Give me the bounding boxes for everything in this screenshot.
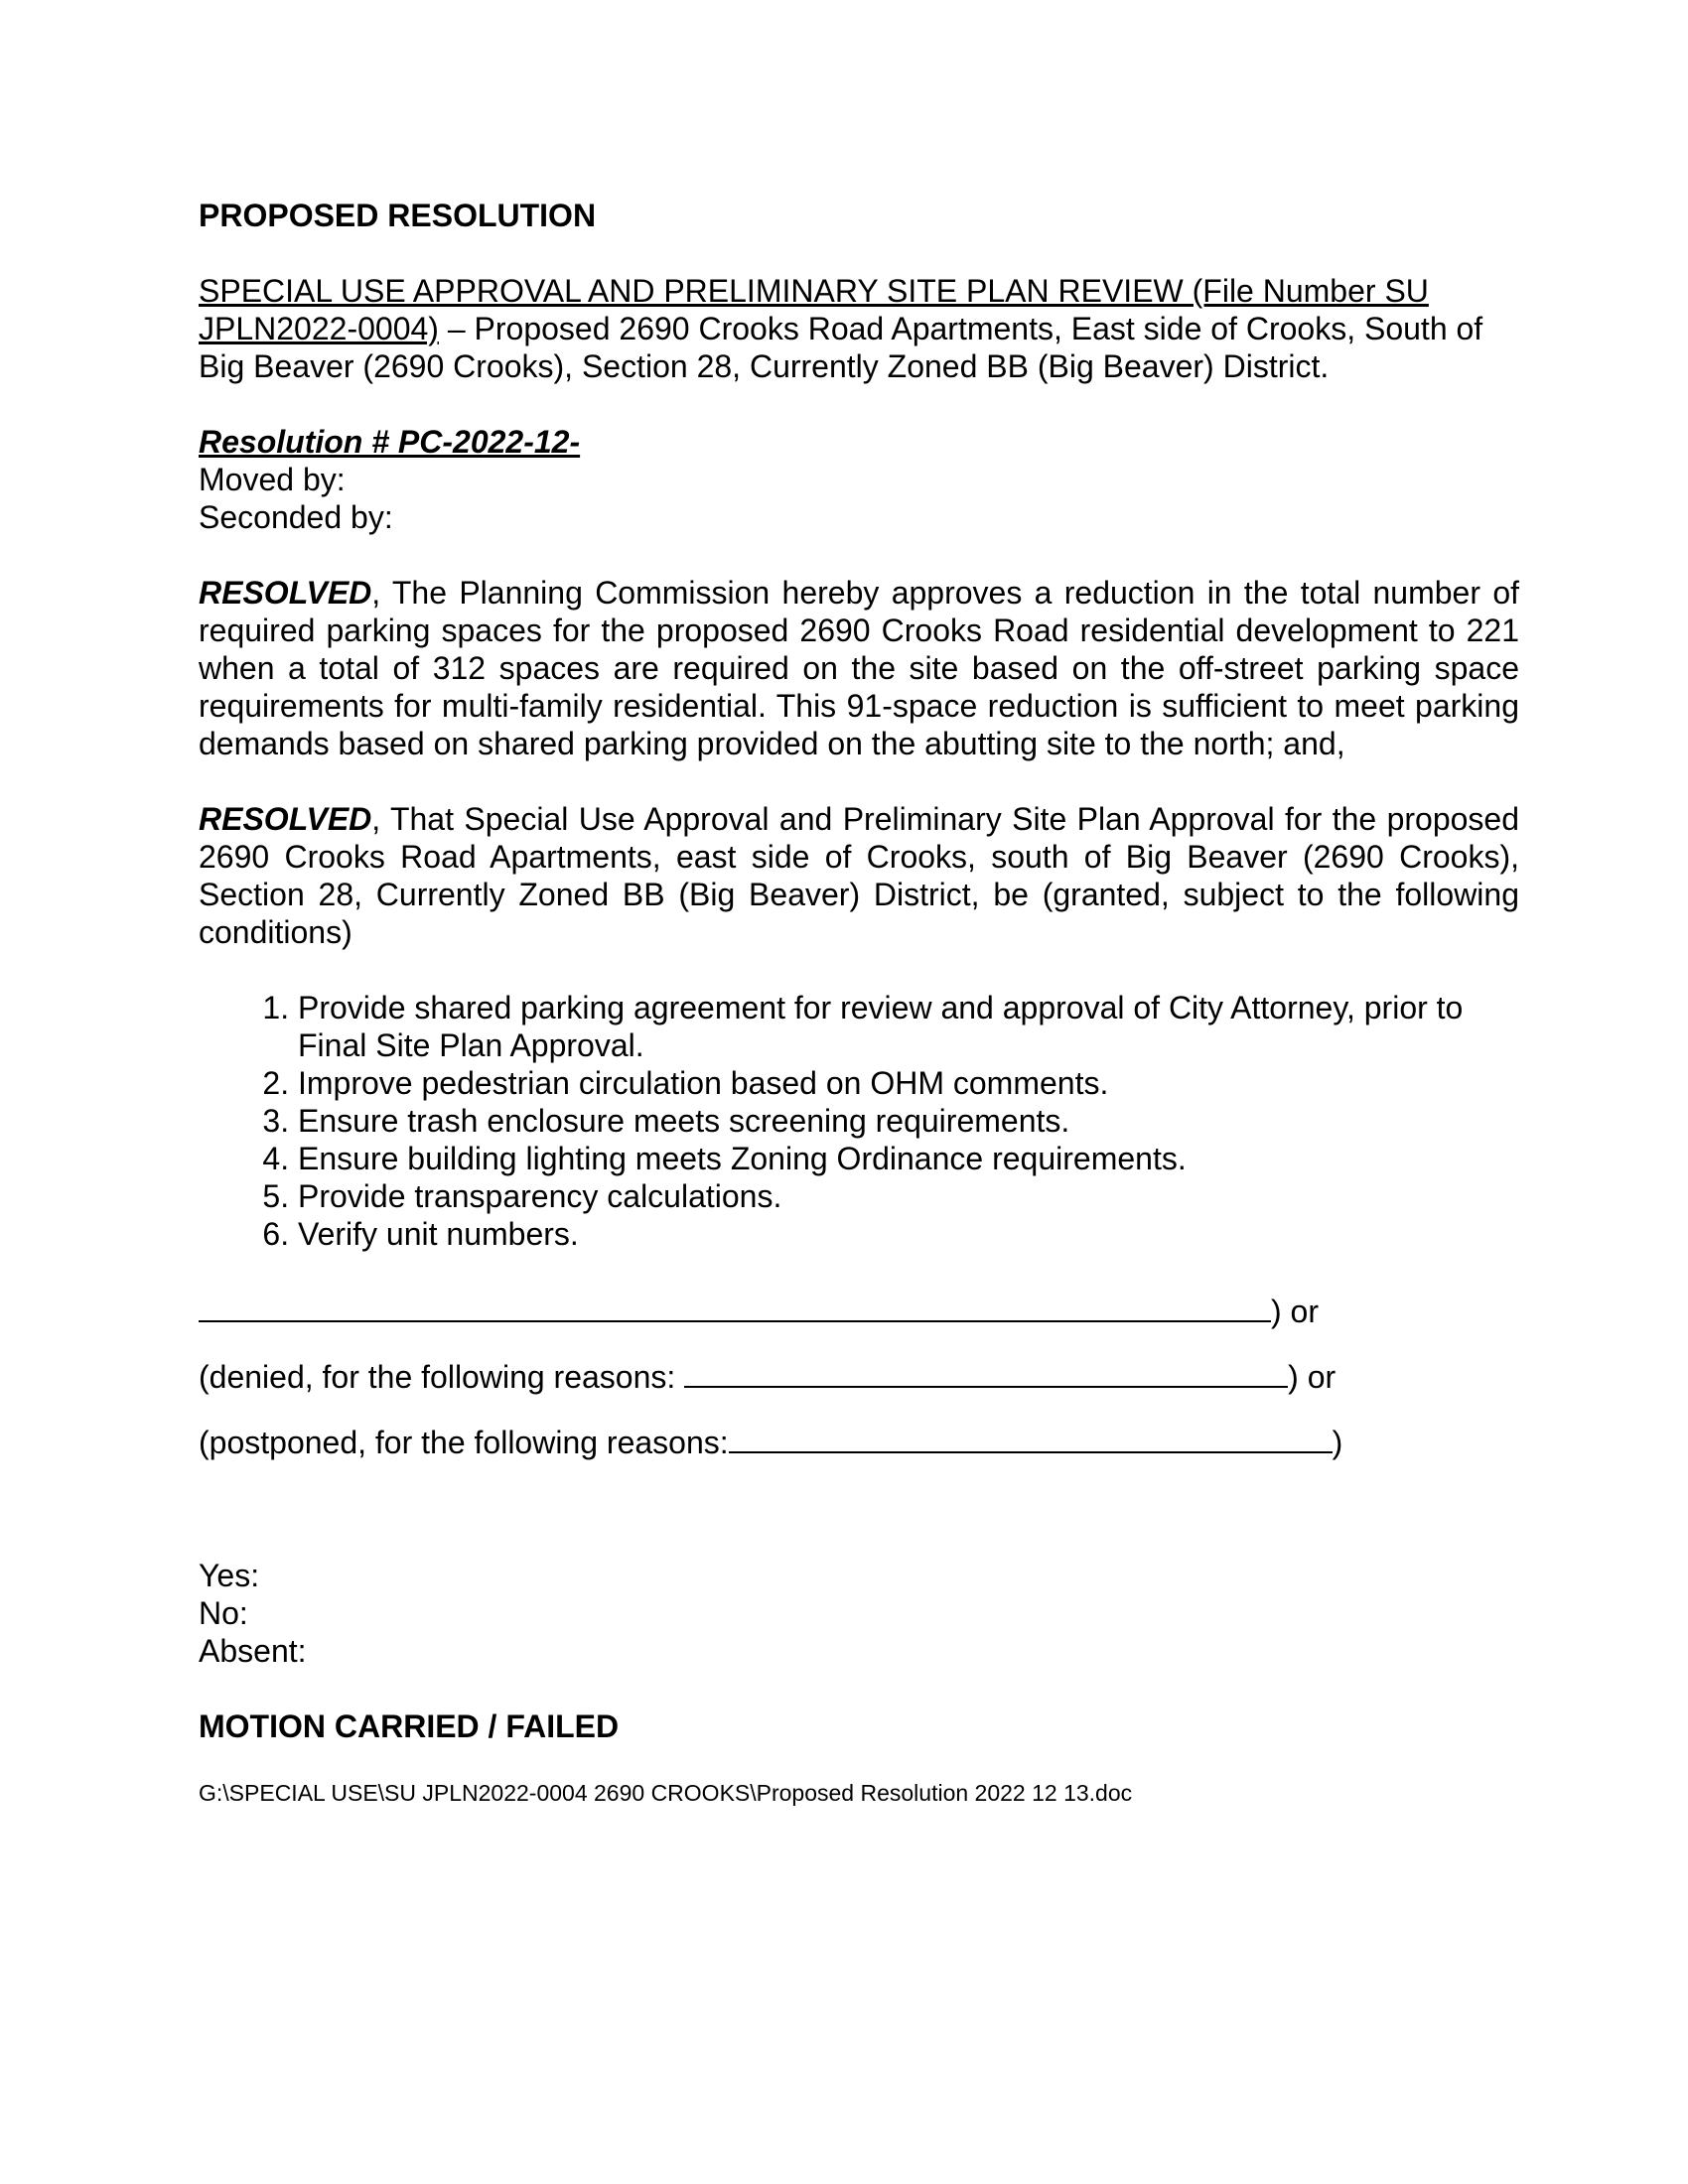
- denied-label: (denied, for the following reasons:: [199, 1359, 685, 1395]
- subject-rest: – Proposed 2690 Crooks Road Apartments, East side of Crooks, South of Big Beaver (2690 Crooks), Section 28, Currently Zoned BB (Big Beaver) District.: [199, 311, 1483, 384]
- denied-line-row: [199, 1356, 1519, 1396]
- motion-result: MOTION CARRIED / FAILED: [199, 1708, 620, 1744]
- conditions-list: [199, 989, 1519, 1253]
- seconded-by-label: Seconded by:: [199, 499, 393, 535]
- postponed-blank-line: [729, 1422, 1333, 1453]
- resolved-paragraph-2: [199, 800, 1519, 951]
- granted-suffix: ) or: [1271, 1294, 1319, 1329]
- document-body: [199, 197, 1519, 1807]
- granted-blank-line: [199, 1291, 1271, 1322]
- resolution-number: Resolution # PC-2022-12-: [199, 424, 581, 460]
- condition-item: 4. Ensure building lighting meets Zoning Ordinance requirements.: [298, 1140, 1519, 1177]
- condition-item: 2. Improve pedestrian circulation based on OHM comments.: [298, 1064, 1519, 1102]
- resolved-paragraph-1: [199, 574, 1519, 762]
- page-title: PROPOSED RESOLUTION: [199, 198, 597, 233]
- postponed-line-row: [199, 1422, 1519, 1461]
- condition-item: 1. Provide shared parking agreement for review and approval of City Attorney, prior to Final Site Plan Approval.: [298, 989, 1519, 1064]
- postponed-suffix: ): [1332, 1425, 1343, 1460]
- condition-item: 6. Verify unit numbers.: [298, 1215, 1519, 1253]
- resolved-2-text: , That Special Use Approval and Preliminary Site Plan Approval for the proposed 2690 Crooks Road Apartments, east side of Crooks, south of Big Beaver (2690 Crooks), Section 28, Currently Zoned BB (Big Beaver) District, be (granted, subject to the following conditions): [199, 801, 1519, 950]
- footer-file-path: G:\SPECIAL USE\SU JPLN2022-0004 2690 CROOKS\Proposed Resolution 2022 12 13.doc: [199, 1780, 1133, 1806]
- condition-item: 3. Ensure trash enclosure meets screening requirements.: [298, 1102, 1519, 1140]
- moved-by-label: Moved by:: [199, 462, 346, 497]
- denied-suffix: ) or: [1288, 1359, 1336, 1395]
- yes-label: Yes:: [199, 1558, 260, 1593]
- no-label: No:: [199, 1595, 248, 1631]
- granted-line-row: [199, 1291, 1519, 1330]
- vote-tally: [199, 1557, 1519, 1670]
- resolution-subject: [199, 272, 1519, 385]
- denied-blank-line: [684, 1356, 1288, 1388]
- resolved-keyword: RESOLVED: [199, 575, 372, 611]
- condition-item: 5. Provide transparency calculations.: [298, 1177, 1519, 1215]
- resolved-1-text: , The Planning Commission hereby approves a reduction in the total number of required parking spaces for the proposed 2690 Crooks Road residential development to 221 when a total of 312 spaces are required on the site based on the off-street parking space requirements for multi-family residential. This 91-space reduction is sufficient to meet parking demands based on shared parking provided on the abutting site to the north; and,: [199, 575, 1519, 761]
- subject-underlined: SPECIAL USE APPROVAL AND PRELIMINARY SITE PLAN REVIEW (File Number SU JPLN2022-0004): [199, 273, 1429, 346]
- absent-label: Absent:: [199, 1633, 307, 1669]
- postponed-label: (postponed, for the following reasons:: [199, 1425, 729, 1460]
- resolved-keyword: RESOLVED: [199, 801, 372, 837]
